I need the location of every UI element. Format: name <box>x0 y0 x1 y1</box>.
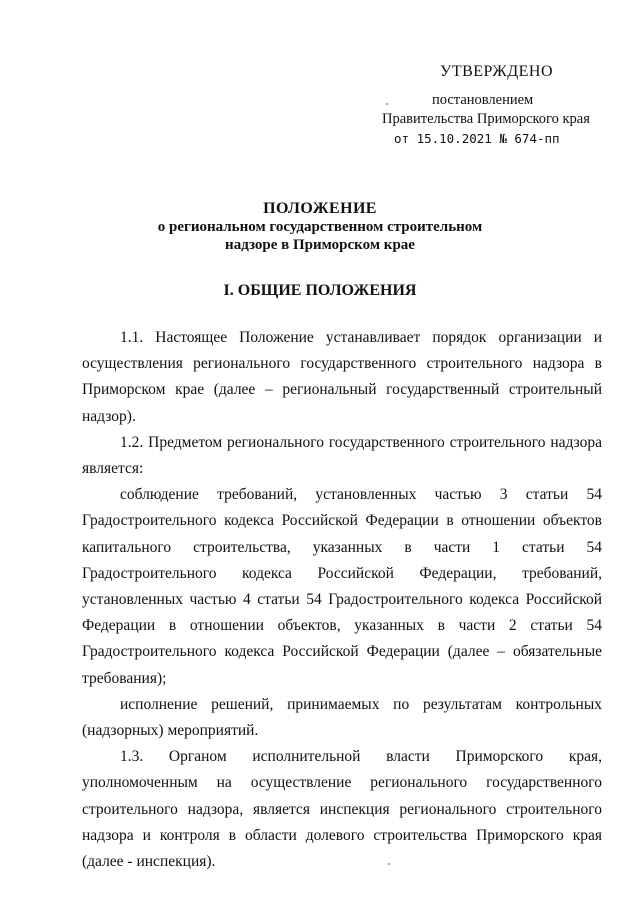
document-title-sub-1: о региональном государственном строительном <box>157 219 483 235</box>
approval-line-decree: постановлением <box>432 92 534 108</box>
paragraph-1-2-item-2: исполнение решений, принимаемых по результатам контрольных (надзорных) мероприятий. <box>82 695 602 740</box>
paragraph-1-1: 1.1. Настоящее Положение устанавливает порядок организации и осуществления регионального государственного строительного надзора в Приморском крае (далее – региональный государственный строительный надзор). <box>82 329 602 425</box>
document-title-sub-2: надзоре в Приморском крае <box>225 237 415 253</box>
paragraph-1-3: 1.3. Органом исполнительной власти Приморского края, уполномоченным на осуществление регионального государственного строительного надзора, является инспекция регионального строительного надзора и контроля в области долевого строительства Приморского края (далее - инспекция). <box>82 748 602 871</box>
document-title-main: ПОЛОЖЕНИЕ <box>263 200 377 217</box>
document-body <box>82 325 602 875</box>
approval-stamp <box>380 62 610 148</box>
scan-speck <box>388 863 390 865</box>
section-heading: I. ОБЩИЕ ПОЛОЖЕНИЯ <box>223 282 417 299</box>
approval-line-government: Правительства Приморского края <box>382 111 590 127</box>
scan-speck <box>386 103 388 105</box>
document-title <box>0 200 640 254</box>
paragraph-1-2-item-1: соблюдение требований, установленных частью 3 статьи 54 Градостроительного кодекса Российской Федерации в отношении объектов капитального строительства, указанных в части 1 статьи 54 Градостроительного кодекса Российской Федерации, требований, установленных частью 4 статьи 54 Градостроительного кодекса Российской Федерации в отношении объектов, указанных в части 2 статьи 54 Градостроительного кодекса Российской Федерации (далее – обязательные требования); <box>82 486 602 687</box>
approved-heading: УТВЕРЖДЕНО <box>440 63 554 80</box>
approval-line-date-number: от 15.10.2021 № 674-пп <box>394 131 560 146</box>
paragraph-1-2: 1.2. Предметом регионального государственного строительного надзора является: <box>82 433 602 478</box>
